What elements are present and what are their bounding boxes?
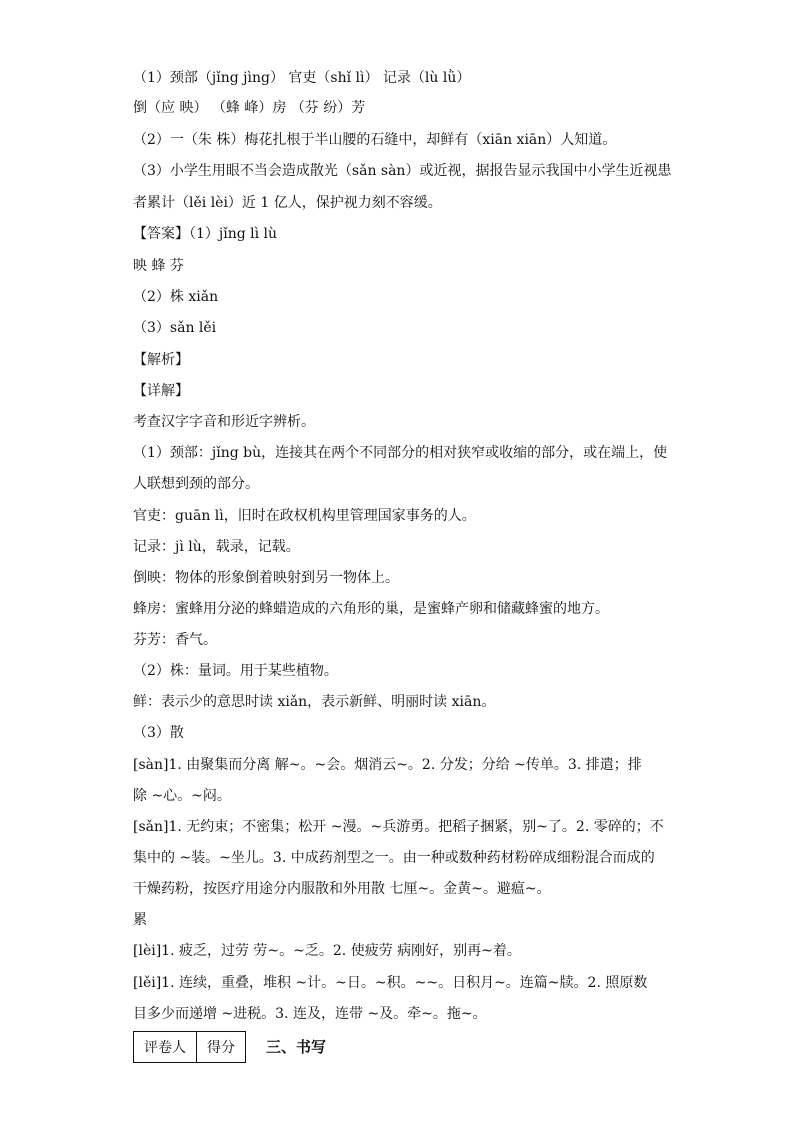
text-line: （3）散	[133, 725, 184, 741]
text-line: （2）一（朱 株）梅花扎根于半山腰的石缝中，却鲜有（xiān xiān）人知道。	[133, 132, 617, 148]
text-line: 目多少而递增 ~进税。3. 连及，连带 ~及。牵~。拖~。	[133, 1006, 487, 1022]
text-line: 芬芳：香气。	[133, 632, 217, 648]
text-line: 倒映：物体的形象倒着映射到另一物体上。	[133, 570, 399, 586]
text-line: 【解析】	[133, 352, 189, 368]
text-line: （1）颈部：jǐng bù，连接其在两个不同部分的相对狭窄或收缩的部分，或在端上，使	[133, 445, 668, 461]
score-cell: 得分	[197, 1032, 246, 1063]
text-line: 人联想到颈的部分。	[133, 476, 259, 492]
text-line: 干燥药粉，按医疗用途分内服散和外用散 七厘~。金黄~。避瘟~。	[133, 881, 551, 897]
text-line: （2）株 xiǎn	[133, 289, 219, 305]
text-line: 者累计（lěi lèi）近 1 亿人，保护视力刻不容缓。	[133, 195, 442, 211]
text-line: [sàn]1. 由聚集而分离 解~。~会。烟消云~。2. 分发；分给 ~传单。3. 排遣；排	[133, 757, 642, 773]
text-line: 集中的 ~装。~坐儿。3. 中成药剂型之一。由一种或数种药材粉碎成细粉混合而成的	[133, 850, 655, 866]
text-line: 鲜：表示少的意思时读 xiǎn，表示新鲜、明丽时读 xiān。	[133, 694, 496, 710]
score-table	[133, 1031, 246, 1063]
section-title: 三、书写	[266, 1038, 327, 1056]
text-line: 记录：jì lù，载录，记载。	[133, 539, 300, 555]
text-line: 映 蜂 芬	[133, 258, 184, 274]
text-line: [lěi]1. 连续，重叠，堆积 ~计。~日。~积。~~。日积月~。连篇~牍。2. 照原数	[133, 975, 648, 991]
text-line: （2）株：量词。用于某些植物。	[133, 663, 338, 679]
grader-cell: 评卷人	[134, 1032, 197, 1063]
text-line: 【答案】（1）jǐng lì lù	[133, 226, 278, 242]
text-line: 累	[133, 912, 147, 928]
text-line: （1）颈部（jǐng jìng） 官吏（shǐ lì） 记录（lù lǜ）	[133, 70, 471, 86]
text-line: （3）小学生用眼不当会造成散光（sǎn sàn）或近视，据报告显示我国中小学生近视患	[133, 163, 672, 179]
text-line: 蜂房：蜜蜂用分泌的蜂蜡造成的六角形的巢，是蜜蜂产卵和储藏蜂蜜的地方。	[133, 601, 609, 617]
text-line: 倒（应 映） （蜂 峰）房 （芬 纷）芳	[133, 100, 366, 116]
text-line: [sǎn]1. 无约束；不密集；松开 ~漫。~兵游勇。把稻子捆紧，别~了。2. 零碎的；不	[133, 819, 664, 835]
text-line: 【详解】	[133, 383, 189, 399]
text-line: 官吏：guān lì，旧时在政权机构里管理国家事务的人。	[133, 508, 476, 524]
text-line: （3）sǎn lěi	[133, 320, 217, 336]
text-line: [lèi]1. 疲乏，过劳 劳~。~乏。2. 使疲劳 病刚好，别再~着。	[133, 943, 521, 959]
text-line: 考查汉字字音和形近字辨析。	[133, 414, 315, 430]
text-line: 除 ~心。~闷。	[133, 788, 231, 804]
